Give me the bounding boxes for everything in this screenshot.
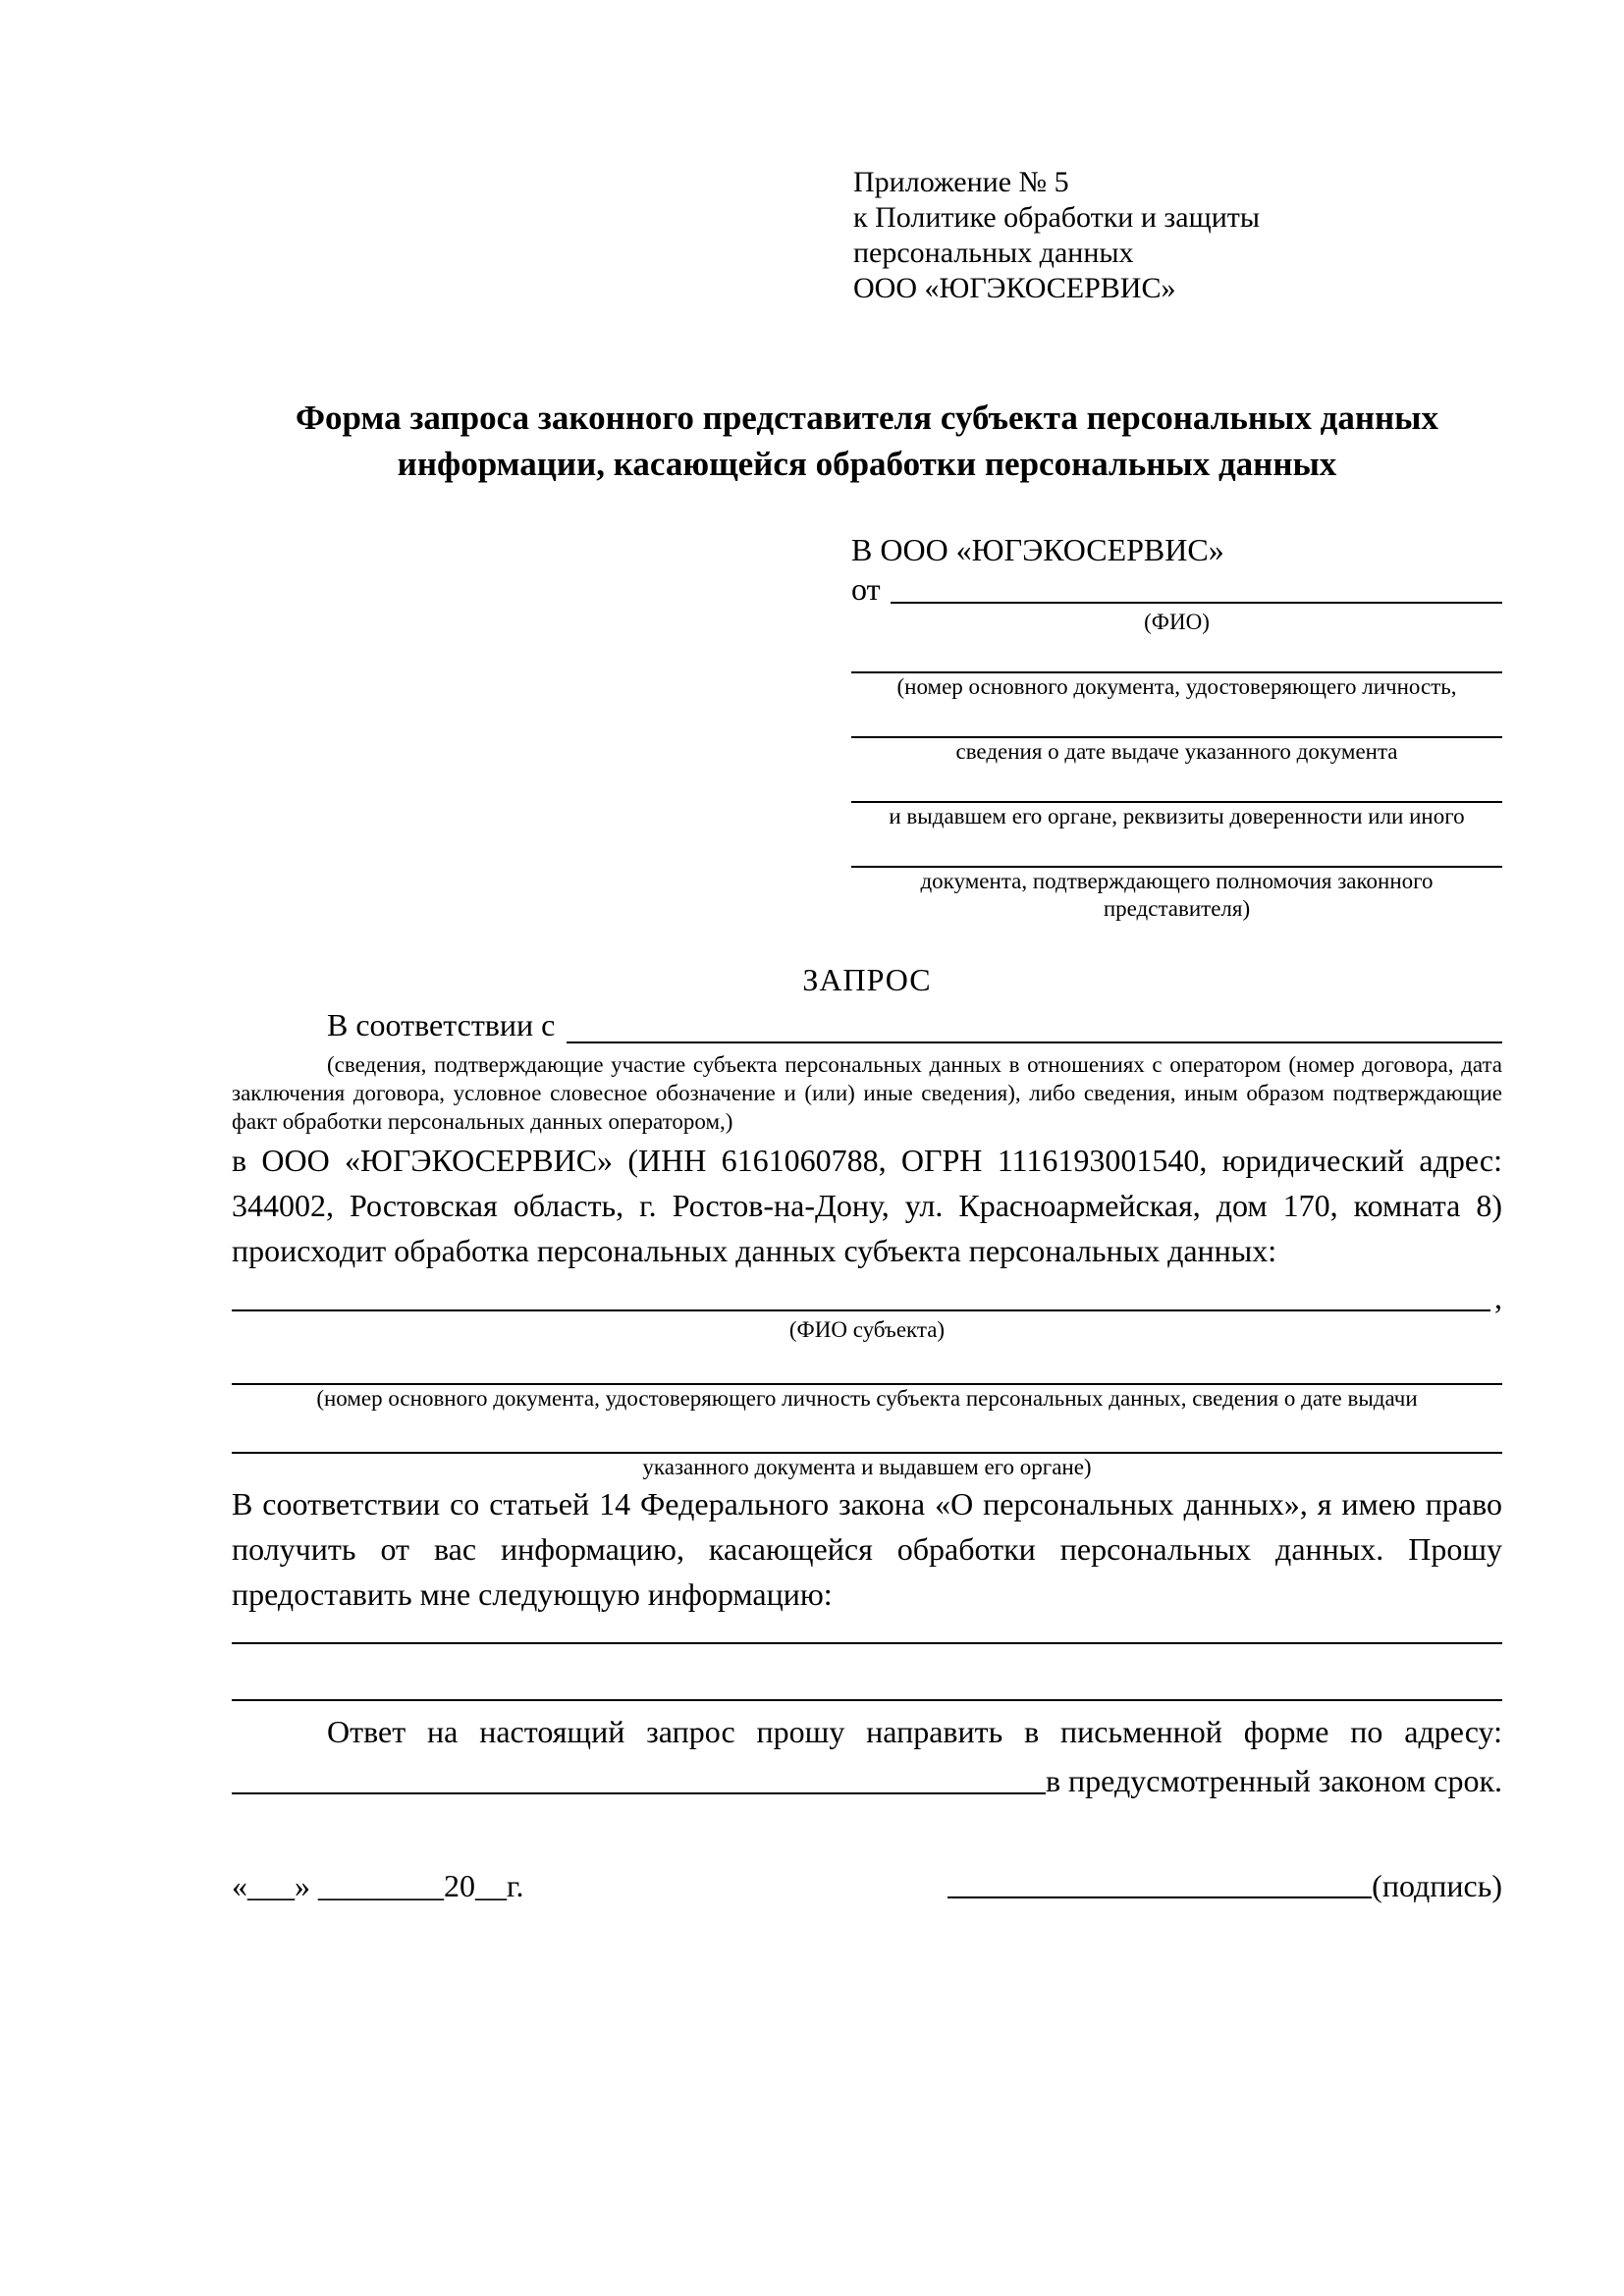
- addressee-to: В ООО «ЮГЭКОСЕРВИС»: [851, 532, 1224, 567]
- subject-fio-line: [232, 1273, 1490, 1311]
- rep-doc-field-line: [851, 830, 1502, 868]
- signature-caption: (подпись): [1372, 1868, 1502, 1903]
- answer-row: [232, 1754, 1502, 1799]
- header-line: ООО «ЮГЭКОСЕРВИС»: [853, 272, 1176, 304]
- info-blank-line: [232, 1644, 1502, 1701]
- subject-fio-caption: (ФИО субъекта): [788, 1317, 946, 1342]
- rep-doc-field-line: [851, 701, 1502, 738]
- subject-doc-line: [232, 1344, 1502, 1385]
- from-row: [851, 571, 1502, 609]
- signature-group: [947, 1868, 1502, 1904]
- answer-line-1: Ответ на настоящий запрос прошу направить в письменной форме по адресу:: [327, 1714, 1502, 1749]
- rep-doc-caption: (номер основного документа, удостоверяющего личность,: [896, 674, 1457, 699]
- answer-line-2: в предусмотренный законом срок.: [1045, 1763, 1502, 1798]
- request-heading: ЗАПРОС: [802, 962, 932, 997]
- intro-label: В соответствии с: [327, 1007, 556, 1042]
- rep-doc-field-line: [851, 766, 1502, 803]
- rep-doc-field-line: [851, 636, 1502, 673]
- fio-caption: (ФИО): [1144, 610, 1210, 634]
- subject-doc-line: [232, 1413, 1502, 1454]
- rep-doc-caption: документа, подтверждающего полномочия законного представителя): [920, 869, 1434, 921]
- header-line: персональных данных: [853, 237, 1134, 269]
- header-block: [853, 165, 1502, 306]
- header-line: к Политике обработки и защиты: [853, 201, 1261, 234]
- date-line: «___» ________20__г.: [232, 1868, 524, 1903]
- title-line: Форма запроса законного представителя субъекта персональных данных: [296, 399, 1438, 437]
- rep-doc-caption: сведения о дате выдаче указанного документа: [955, 739, 1398, 764]
- addressee-block: [851, 530, 1502, 923]
- intro-row: [232, 1007, 1502, 1048]
- subject-doc-caption: (номер основного документа, удостоверяющего личность субъекта персональных данных, сведения о дате выдачи: [316, 1386, 1418, 1411]
- signature-line: [947, 1896, 1372, 1898]
- law-paragraph: В соответствии со статьей 14 Федерального закона «О персональных данных», я имею право получить от вас информацию, касающейся обработки персональных данных. Прошу предоставить мне следующую информацию:: [232, 1486, 1502, 1612]
- document-title: [232, 395, 1502, 487]
- from-field-line: [891, 571, 1502, 604]
- intro-field-line: [567, 1007, 1502, 1043]
- rep-doc-caption: и выдавшем его органе, реквизиты доверенности или иного: [889, 804, 1465, 828]
- subject-fio-row: [232, 1273, 1502, 1316]
- footer-row: [232, 1868, 1502, 1904]
- from-label: от: [851, 571, 881, 607]
- operator-paragraph: в ООО «ЮГЭКОСЕРВИС» (ИНН 6161060788, ОГРН 1116193001540, юридический адрес: 344002, Ростовская область, г. Ростов-на-Дону, ул. Красноармейская, дом 170, комната 8) происходит обработка персональных данных субъекта персональных данных:: [232, 1143, 1502, 1268]
- info-blank-line: [232, 1617, 1502, 1644]
- header-line: Приложение № 5: [853, 166, 1069, 198]
- answer-field-line: [232, 1754, 1046, 1794]
- title-line: информации, касающейся обработки персональных данных: [397, 445, 1337, 483]
- intro-caption: (сведения, подтверждающие участие субъекта персональных данных в отношениях с оператором (номер договора, дата заключения договора, условное словесное обозначение и (или) иные сведения), либо сведения, иным образом подтверждающие факт обработки персональных данных оператором,): [232, 1052, 1502, 1134]
- subject-doc-caption: указанного документа и выдавшем его органе): [642, 1455, 1092, 1479]
- trailing-comma: ,: [1494, 1280, 1502, 1315]
